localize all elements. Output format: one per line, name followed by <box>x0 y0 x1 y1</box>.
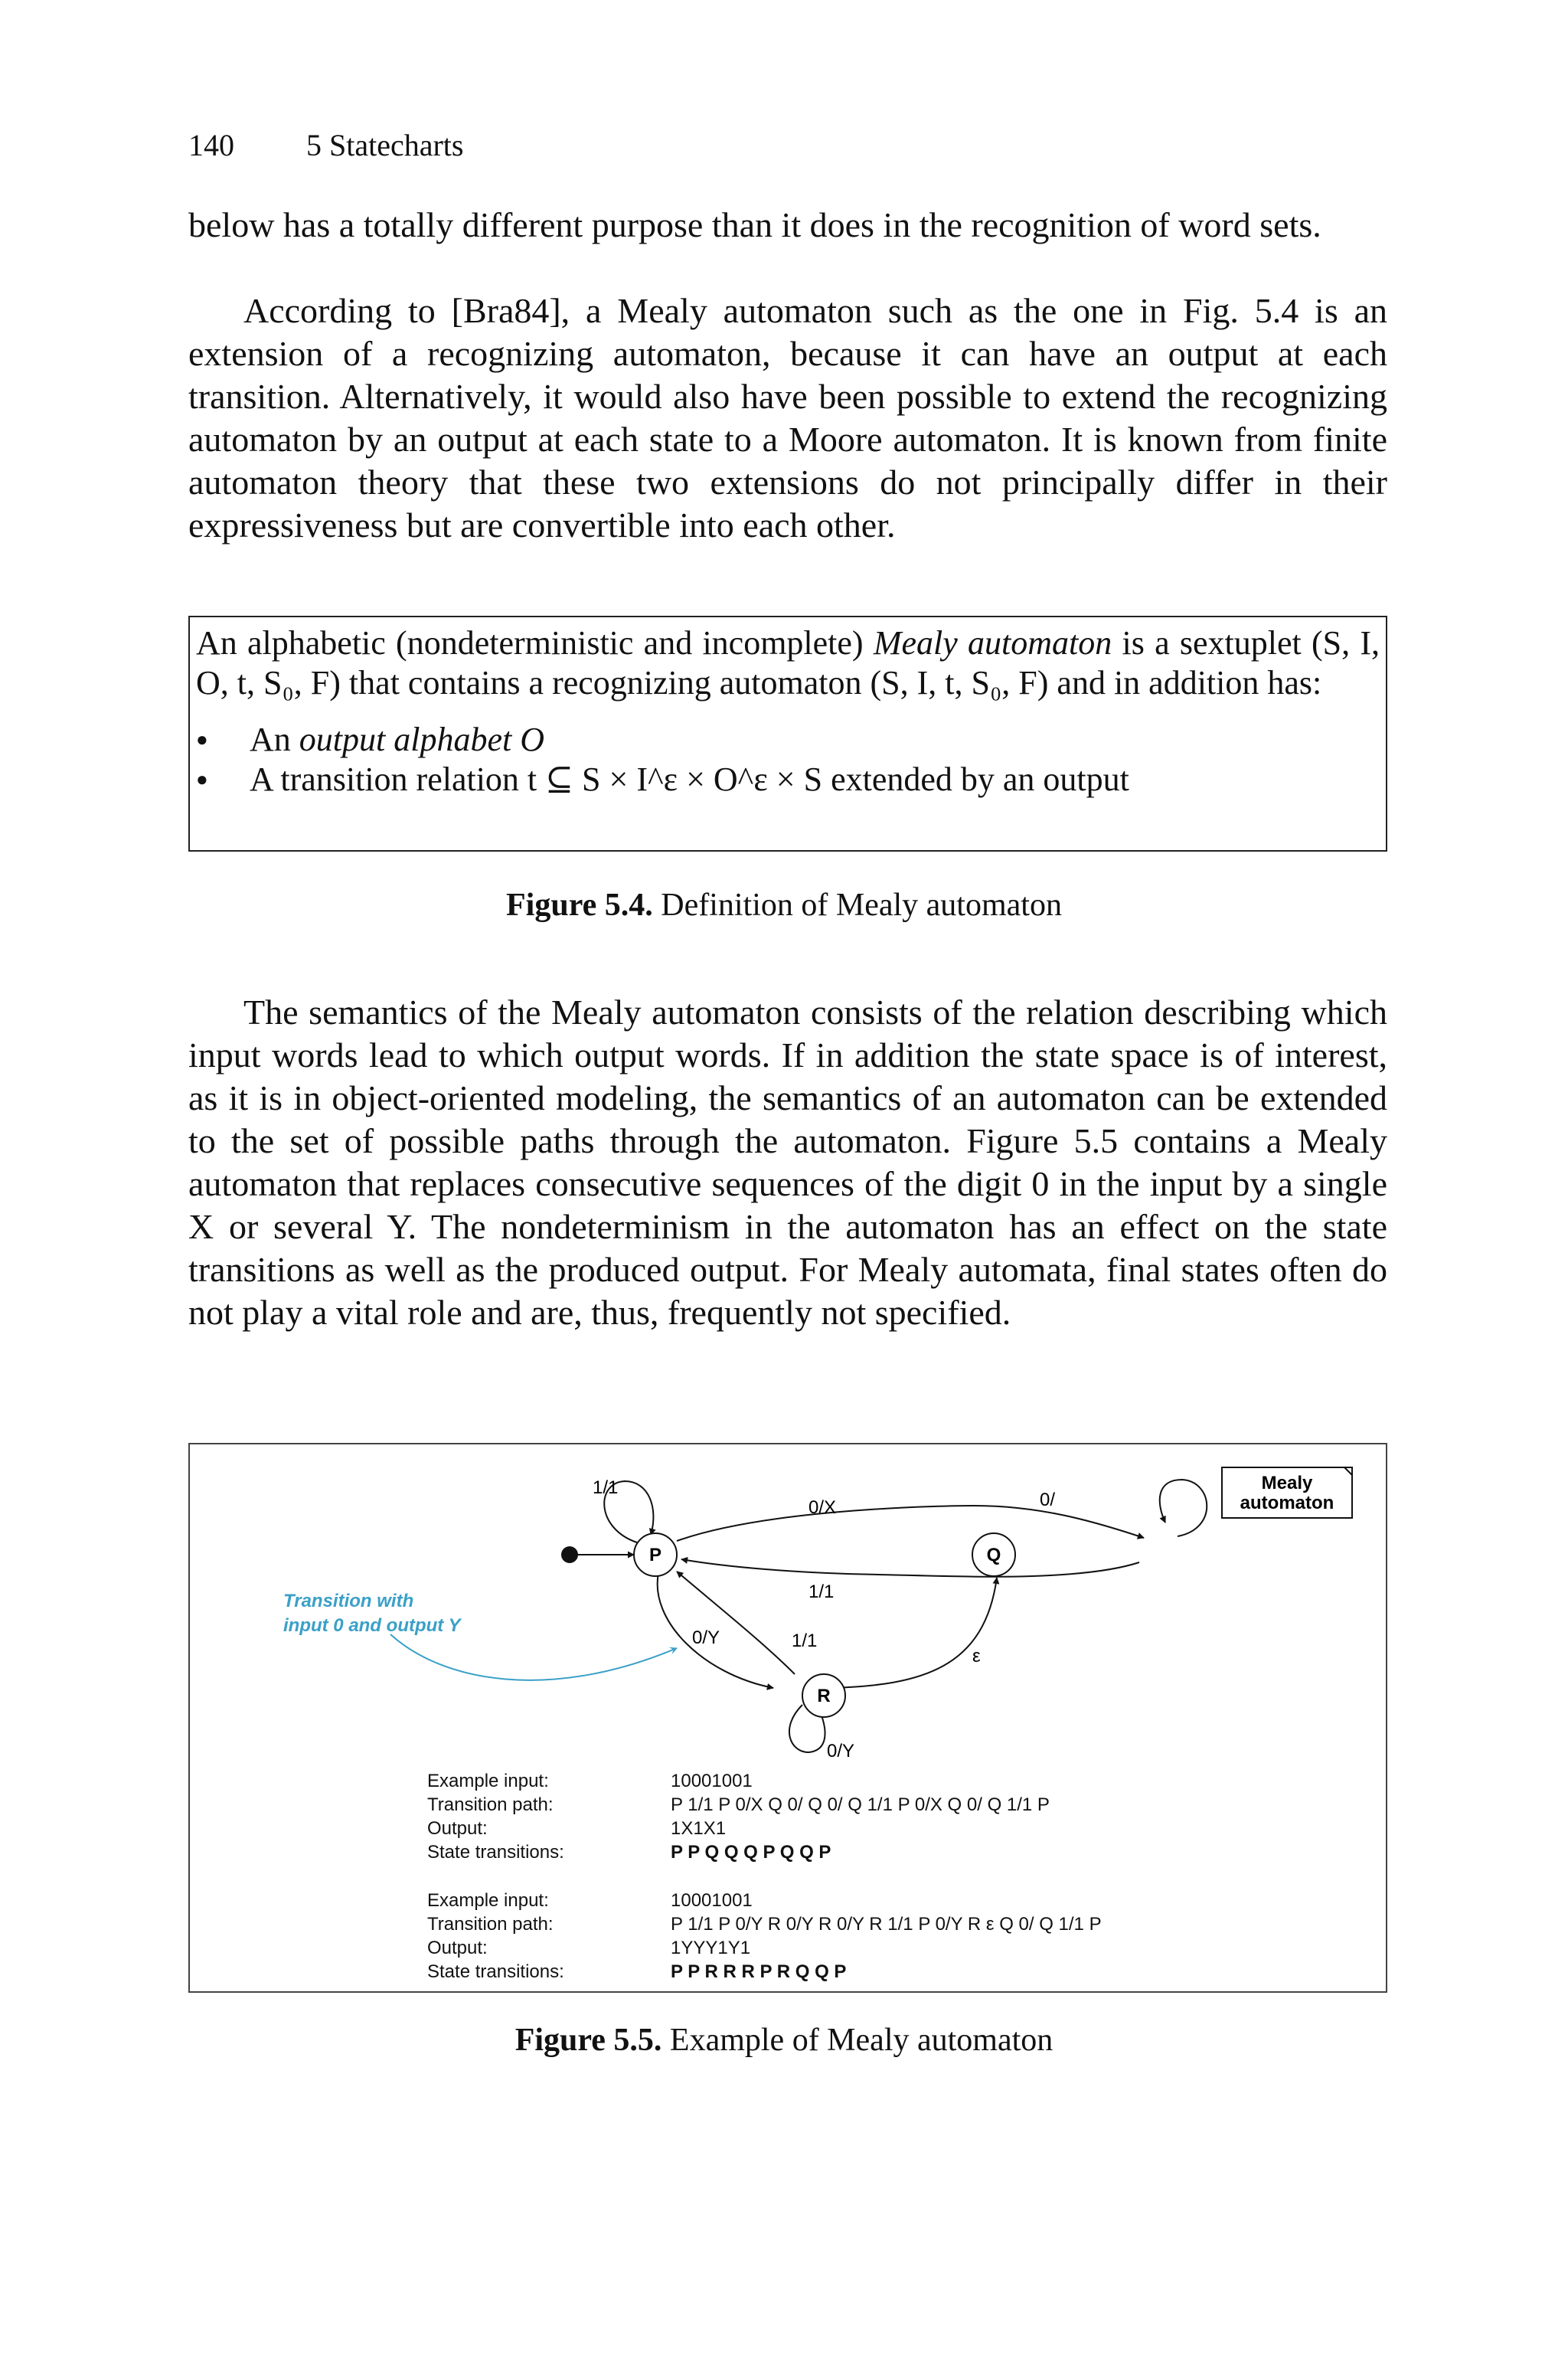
definition-list <box>196 720 1380 800</box>
example-2-path: P 1/1 P 0/Y R 0/Y R 0/Y R 1/1 P 0/Y R ε Q 0/ Q 1/1 P <box>671 1914 1102 1935</box>
definition-bullet-2: ● A transition relation t ⊆ S × I^ε × O^ε × S extended by an output <box>196 760 1380 800</box>
example-1-states-label: State transitions: <box>427 1842 564 1863</box>
definition-bullet-1: ● An output alphabet O <box>196 720 1380 760</box>
example-1 <box>427 1769 1346 1869</box>
state-q-label: Q <box>986 1545 1001 1565</box>
annotation-arrow <box>390 1634 677 1680</box>
example-2-output-label: Output: <box>427 1938 488 1958</box>
example-1-output: 1X1X1 <box>671 1818 727 1839</box>
figure-5-5-caption <box>0 2022 1568 2059</box>
transition-r-to-q <box>825 1578 997 1688</box>
label-r-to-p: 1/1 <box>792 1631 818 1651</box>
definition-box <box>188 616 1387 852</box>
chapter-title: 5 Statecharts <box>306 128 464 162</box>
example-2 <box>427 1889 1346 1988</box>
figure-5-4-label: Figure 5.4. <box>506 888 653 923</box>
label-p-to-q: 0/X <box>808 1497 837 1518</box>
example-2-input: 10001001 <box>671 1890 753 1911</box>
example-2-input-label: Example input: <box>427 1890 549 1911</box>
label-q-self: 0/ <box>1040 1490 1056 1510</box>
label-r-to-q: ε <box>972 1646 981 1667</box>
transition-p-to-q <box>677 1506 1144 1541</box>
label-r-self: 0/Y <box>827 1741 855 1761</box>
state-r-label: R <box>817 1686 831 1706</box>
state-p-label: P <box>648 1545 662 1565</box>
example-2-states-label: State transitions: <box>427 1961 564 1982</box>
example-1-states: P P Q Q Q P Q Q P <box>671 1842 831 1863</box>
figure-5-5-label: Figure 5.5. <box>514 2023 662 2058</box>
example-2-output: 1YYY1Y1 <box>671 1938 751 1958</box>
annotation-line1: Transition with <box>283 1591 414 1611</box>
example-2-path-label: Transition path: <box>427 1914 554 1935</box>
paragraph-2: According to [Bra84], a Mealy automaton such as the one in Fig. 5.4 is an extension of a recognizing automaton, because it can have an output at each transition. Alternatively, it would also have been possible to extend the recognizing automaton by an output at each state to a Moore automaton. It is known from finite automaton theory that these two extensions do not principally differ in their expressiveness but are convertible into each other. <box>188 291 1387 545</box>
example-1-output-label: Output: <box>427 1818 488 1839</box>
example-2-states: P P R R R P R Q Q P <box>671 1961 847 1982</box>
initial-state-dot <box>561 1546 578 1563</box>
definition-intro: An alphabetic (nondeterministic and incomplete) Mealy automaton is a sextuplet (S, I, O, t, S₀, F) that contains a recognizing automaton (S, I, t, S₀, F) and in addition has: <box>196 624 1380 702</box>
paragraph-3: The semantics of the Mealy automaton consists of the relation describing which input words lead to which output words. If in addition the state space is of interest, as it is in object-oriented modeling, the semantics of an automaton can be extended to the set of possible paths through the automaton. Figure 5.5 contains a Mealy automaton that replaces consecutive sequences of the digit 0 in the input by a single X or several Y. The nondeterminism in the automaton has an effect on the state transitions as well as the produced output. For Mealy automata, final states often do not play a vital role and are, thus, frequently not specified. <box>188 993 1387 1332</box>
label-p-to-r: 0/Y <box>692 1627 720 1648</box>
transition-q-self <box>1160 1480 1207 1536</box>
figure-5-5-box <box>188 1443 1387 1993</box>
running-header <box>188 127 464 163</box>
figure-5-4-title: Definition of Mealy automaton <box>661 888 1062 923</box>
example-1-input: 10001001 <box>671 1771 753 1791</box>
label-q-to-p: 1/1 <box>808 1582 835 1602</box>
diagram-tag-line1: Mealy <box>1261 1473 1313 1493</box>
example-1-path-label: Transition path: <box>427 1794 554 1815</box>
paragraph-1: below has a totally different purpose than it does in the recognition of word sets. <box>188 205 1321 244</box>
page-number: 140 <box>188 128 234 162</box>
diagram-tag-line2: automaton <box>1240 1493 1334 1513</box>
example-1-input-label: Example input: <box>427 1771 549 1791</box>
label-p-self: 1/1 <box>593 1477 619 1498</box>
transition-r-to-p <box>677 1572 795 1674</box>
transition-q-to-p <box>681 1559 1139 1577</box>
annotation-line2: input 0 and output Y <box>283 1615 461 1636</box>
example-1-path: P 1/1 P 0/X Q 0/ Q 0/ Q 1/1 P 0/X Q 0/ Q 1/1 P <box>671 1794 1050 1815</box>
figure-5-5-title: Example of Mealy automaton <box>669 2023 1054 2058</box>
definition-term: Mealy automaton <box>873 624 1112 662</box>
figure-5-4-caption <box>0 887 1568 924</box>
